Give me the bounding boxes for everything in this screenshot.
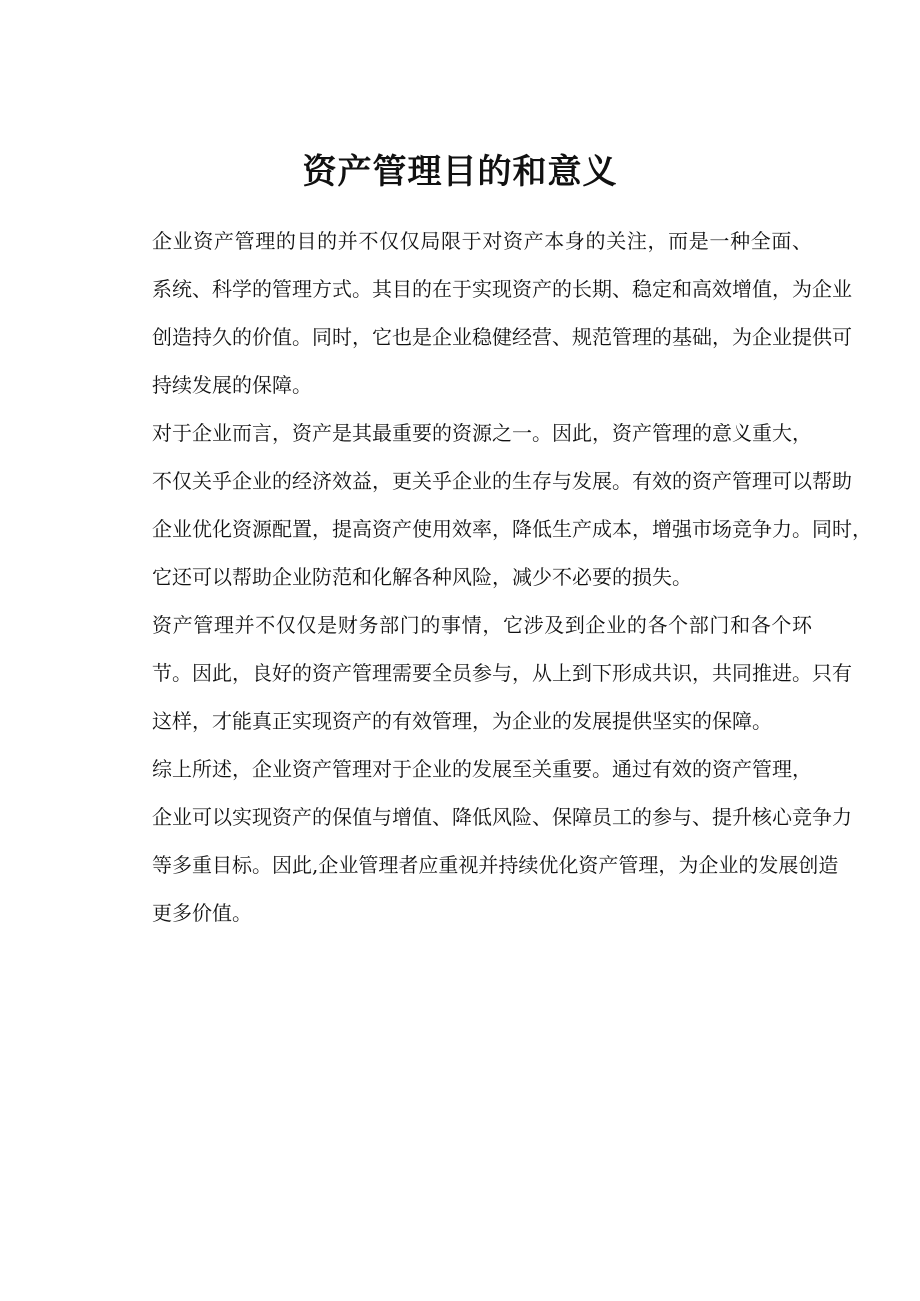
text-line: 创造持久的价值。同时，它也是企业稳健经营、规范管理的基础，为企业提供可 — [152, 325, 852, 349]
text-line: 资产管理并不仅仅是财务部门的事情，它涉及到企业的各个部门和各个环 — [152, 613, 812, 637]
paragraph-significance — [112, 409, 872, 601]
text-line: 等多重目标。因此,企业管理者应重视并持续优化资产管理，为企业的发展创造 — [152, 853, 839, 877]
paragraph-conclusion — [112, 745, 852, 937]
text-line: 企业优化资源配置，提高资产使用效率，降低生产成本，增强市场竞争力。同时， — [152, 517, 872, 541]
text-line: 节。因此，良好的资产管理需要全员参与，从上到下形成共识，共同推进。只有 — [152, 661, 852, 685]
paragraph-purpose — [112, 217, 852, 409]
text-line: 综上所述，企业资产管理对于企业的发展至关重要。通过有效的资产管理， — [152, 757, 812, 781]
text-line: 系统、科学的管理方式。其目的在于实现资产的长期、稳定和高效增值，为企业 — [152, 277, 852, 301]
document-body — [112, 217, 872, 937]
text-line: 这样，才能真正实现资产的有效管理，为企业的发展提供坚实的保障。 — [152, 709, 772, 733]
text-line: 持续发展的保障。 — [152, 373, 312, 397]
text-line: 企业可以实现资产的保值与增值、降低风险、保障员工的参与、提升核心竞争力 — [152, 805, 852, 829]
text-line: 更多价值。 — [152, 901, 252, 925]
text-line: 对于企业而言，资产是其最重要的资源之一。因此，资产管理的意义重大， — [152, 421, 812, 445]
paragraph-participation — [112, 601, 852, 745]
text-line: 企业资产管理的目的并不仅仅局限于对资产本身的关注，而是一种全面、 — [152, 229, 812, 253]
text-line: 它还可以帮助企业防范和化解各种风险，减少不必要的损失。 — [152, 565, 692, 589]
document-title: 资产管理目的和意义 — [302, 151, 618, 192]
text-line: 不仅关乎企业的经济效益，更关乎企业的生存与发展。有效的资产管理可以帮助 — [152, 469, 852, 493]
